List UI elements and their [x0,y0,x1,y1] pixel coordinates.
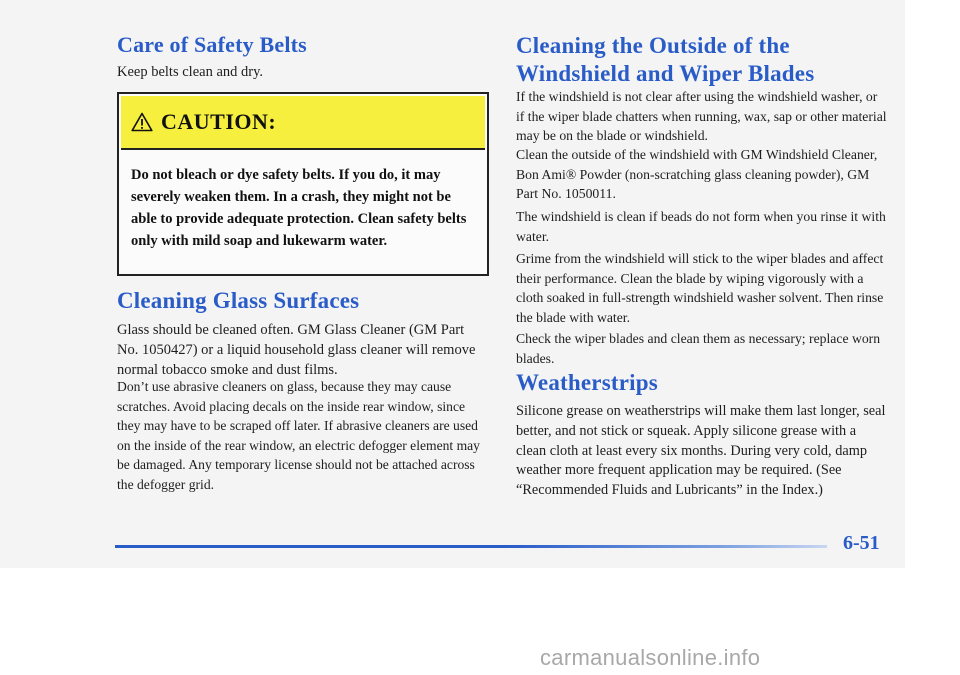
weatherstrips-paragraph: Silicone grease on weatherstrips will make them last longer, seal better, and not stick or squeak. Apply silicone grease with a clean cloth at least every six months. During very cold, damp weather more frequent application may be required. (See “Recommended Fluids and Lubricants” in the Index.) [516,403,886,499]
windshield-paragraph-1: If the windshield is not clear after using the windshield washer, or if the wiper blade chatters when running, wax, sap or other material may be on the blade or windshield. [516,89,887,143]
page-number: 6-51 [843,532,880,554]
care-of-safety-belts-heading: Care of Safety Belts [117,32,307,57]
weatherstrips-heading: Weatherstrips [516,370,658,395]
glass-paragraph-2: Don’t use abrasive cleaners on glass, because they may cause scratches. Avoid placing decals on the inside rear window, since they may have to be scraped off later. If abrasive cleaners are used on the inside of the rear window, an electric defogger element may be damaged. Any temporary license should not be attached across the defogger grid. [117,379,480,492]
windshield-heading: Cleaning the Outside of the Windshield and Wiper Blades [516,33,815,86]
cleaning-glass-heading: Cleaning Glass Surfaces [117,288,360,313]
windshield-paragraph-2: Clean the outside of the windshield with GM Windshield Cleaner, Bon Ami® Powder (non-scratching glass cleaning powder), GM Part No. 1050011. [516,147,878,201]
care-text: Keep belts clean and dry. [117,64,264,80]
windshield-paragraph-4: Grime from the windshield will stick to the wiper blades and affect their performance. Clean the blade by wiping vigorously with a cloth soaked in full-strength windshield washer solvent. Then rinse the blade with water. [516,251,884,325]
windshield-paragraph-5: Check the wiper blades and clean them as necessary; replace worn blades. [516,331,881,366]
warning-triangle-icon [131,112,153,132]
glass-paragraph-1: Glass should be cleaned often. GM Glass Cleaner (GM Part No. 1050427) or a liquid household glass cleaner will remove normal tobacco smoke and dust films. [117,322,476,378]
caution-box [117,92,489,276]
caution-title: CAUTION: [161,109,277,134]
caution-header [121,96,485,150]
watermark: carmanualsonline.info [540,645,761,670]
footer-rule [115,545,827,548]
caution-body: Do not bleach or dye safety belts. If you do, it may severely weaken them. In a crash, they might not be able to provide adequate protection. Clean safety belts only with mild soap and lukewarm water. [131,167,467,249]
windshield-paragraph-3: The windshield is clean if beads do not form when you rinse it with water. [516,209,886,244]
